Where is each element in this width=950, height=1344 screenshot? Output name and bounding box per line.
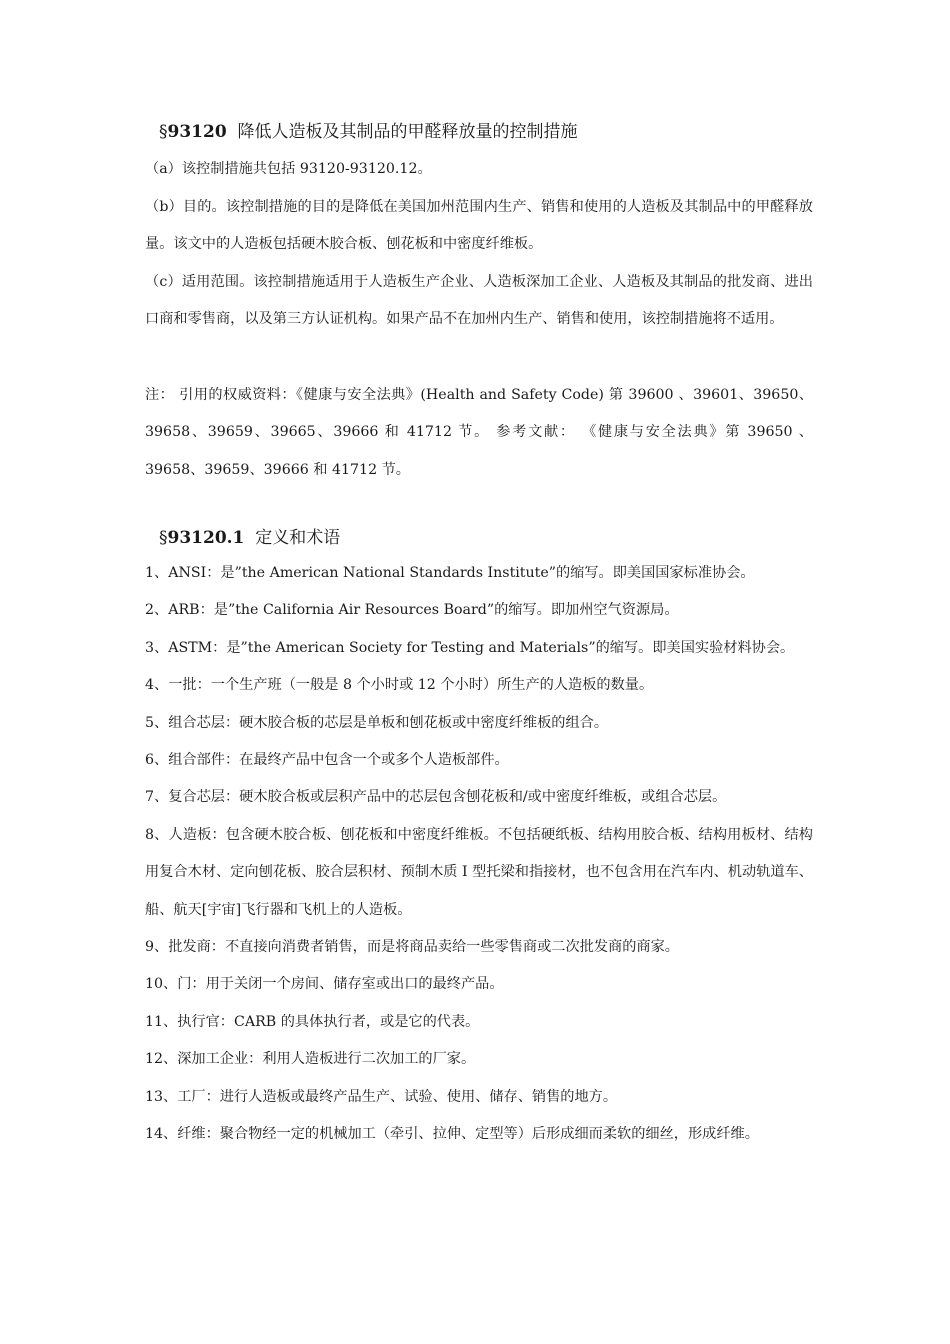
note-paragraph: 注： 引用的权威资料：《健康与安全法典》(Health and Safety Code) 第 39600 、39601、39650、39658、39659、39665、39666 和 41712 节。 参考文献： 《健康与安全法典》第 39650 、39658、39659、39666 和 41712 节。 [145, 386, 813, 478]
section-heading-93120-1 [159, 523, 813, 553]
definition-item: 8、人造板：包含硬木胶合板、刨花板和中密度纤维板。不包括硬纸板、结构用胶合板、结构用板材、结构用复合木材、定向刨花板、胶合层积材、预制木质 I 型托梁和指接材，也不包含用在汽车内、机动轨道车、船、航天[宇宙]飞行器和飞机上的人造板。 [145, 826, 813, 918]
definition-item: 1、ANSI：是”the American National Standards Institute”的缩写。即美国国家标准协会。 [145, 565, 755, 581]
definition-item: 12、深加工企业：利用人造板进行二次加工的厂家。 [145, 1051, 476, 1068]
definition-item: 11、执行官：CARB 的具体执行者，或是它的代表。 [145, 1013, 480, 1030]
paragraph-a: （a）该控制措施共包括 93120-93120.12。 [145, 161, 432, 177]
definition-item: 14、纤维：聚合物经一定的机械加工（牵引、拉伸、定型等）后形成细而柔软的细丝，形成纤维。 [145, 1126, 759, 1143]
spacer [145, 339, 813, 377]
spacer [145, 489, 813, 523]
definitions-list [145, 555, 813, 1154]
document-content [145, 117, 813, 1154]
section-number: 93120.1 [167, 528, 245, 548]
paragraph-c: （c）适用范围。该控制措施适用于人造板生产企业、人造板深加工企业、人造板及其制品的批发商、进出口商和零售商，以及第三方认证机构。如果产品不在加州内生产、销售和使用，该控制措施将不适用。 [145, 273, 813, 327]
definition-item: 4、一批：一个生产班（一般是 8 个小时或 12 个小时）所生产的人造板的数量。 [145, 677, 654, 694]
paragraph-b: （b）目的。该控制措施的目的是降低在美国加州范围内生产、销售和使用的人造板及其制品中的甲醛释放量。该文中的人造板包括硬木胶合板、刨花板和中密度纤维板。 [145, 198, 813, 252]
definition-item: 10、门：用于关闭一个房间、储存室或出口的最终产品。 [145, 976, 504, 993]
section-title: 定义和术语 [255, 528, 341, 548]
definition-item: 7、复合芯层：硬木胶合板或层积产品中的芯层包含刨花板和/或中密度纤维板，或组合芯层。 [145, 789, 727, 806]
definition-item: 3、ASTM：是”the American Society for Testing and Materials”的缩写。即美国实验材料协会。 [145, 639, 795, 656]
section-title: 降低人造板及其制品的甲醛释放量的控制措施 [237, 122, 578, 142]
section-symbol: § [159, 528, 168, 548]
section-symbol: § [159, 122, 168, 142]
definition-item: 6、组合部件：在最终产品中包含一个或多个人造板部件。 [145, 752, 509, 769]
section-heading-93120 [159, 117, 813, 147]
definition-item: 9、批发商：不直接向消费者销售，而是将商品卖给一些零售商或二次批发商的商家。 [145, 939, 679, 956]
definition-item: 5、组合芯层：硬木胶合板的芯层是单板和刨花板或中密度纤维板的组合。 [145, 714, 609, 731]
definition-item: 13、工厂：进行人造板或最终产品生产、试验、使用、储存、销售的地方。 [145, 1088, 618, 1105]
section-number: 93120 [167, 122, 227, 142]
definition-item: 2、ARB：是”the California Air Resources Board”的缩写。即加州空气资源局。 [145, 602, 679, 619]
